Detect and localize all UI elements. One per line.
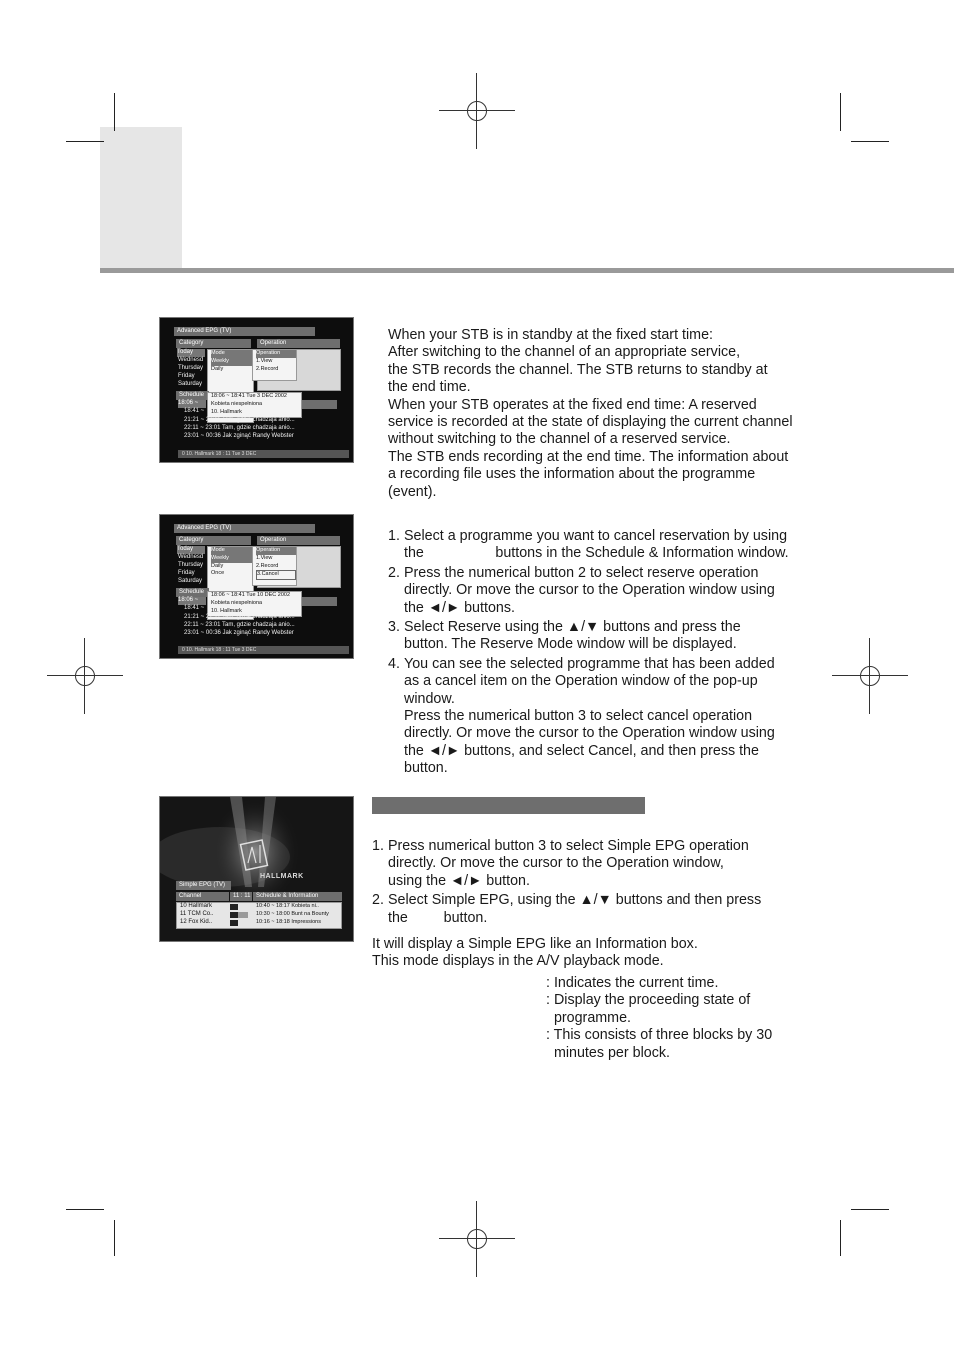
progress-block	[230, 920, 238, 926]
text-line: (event).	[388, 483, 437, 500]
step-item	[372, 838, 812, 890]
operation-header: Operation	[257, 536, 340, 545]
op-header: Operation	[256, 350, 296, 358]
op-option: 2.Record	[256, 365, 279, 372]
operation-popup	[252, 349, 297, 381]
programme-row: 22:11 ~ 23:01 Tam, gdzie chadzaja anio...	[184, 622, 295, 628]
event-row: 10:40 ~ 18:17 Kobieta ni..	[256, 903, 319, 909]
programme-row: 18:41 ~	[184, 408, 205, 414]
programme-row: 23:01 ~ 00:36 Jak zginąć Randy Webster	[184, 433, 294, 439]
day-item: Today	[177, 349, 205, 357]
info-popup	[207, 392, 302, 418]
text-line: the end time.	[388, 379, 471, 396]
section-heading-bar	[372, 797, 645, 814]
advanced-epg-screenshot-1	[159, 317, 354, 463]
day-item: Wednesd	[178, 357, 204, 363]
definitions-list	[546, 975, 806, 1062]
programme-row: 23:01 ~ 00:36 Jak zginąć Randy Webster	[184, 630, 294, 636]
logo-text: HALLMARK	[260, 873, 304, 880]
step-line: Press the numerical button 2 to select reserve operation	[404, 564, 759, 581]
step-item	[388, 656, 818, 778]
step-line: directly. Or move the cursor to the Operation window,	[388, 855, 724, 872]
crop-mark	[851, 141, 889, 142]
info-line: Kobieta niespełniona	[211, 400, 263, 407]
simple-epg-screenshot	[159, 796, 354, 942]
channel-row: 10 Hallmark	[180, 903, 213, 909]
category-header: Category	[176, 339, 251, 348]
operation-header: Operation	[257, 339, 340, 348]
step-line: Select Reserve using the ▲/▼ buttons and press the	[404, 619, 741, 636]
mode-option: Weekly	[211, 555, 253, 563]
definition-line: minutes per block.	[546, 1044, 670, 1061]
channel-header: Channel	[176, 892, 229, 901]
screen-title: Advanced EPG (TV)	[174, 327, 315, 336]
registration-mark	[47, 638, 123, 714]
event-row: 10:30 ~ 18:00 Bunt na Bounty	[256, 911, 329, 917]
info-line: 10. Hallmark	[211, 408, 242, 415]
mode-header: Mode	[211, 547, 253, 555]
text-line: without switching to the channel of a reserved service.	[388, 431, 731, 448]
step-line: directly. Or move the cursor to the Operation window using	[404, 582, 775, 599]
crop-mark	[851, 1209, 889, 1210]
step-item	[388, 619, 818, 654]
op-option: 1.View	[256, 554, 273, 561]
day-item: Today	[177, 546, 205, 554]
text-line: When your STB is in standby at the fixed start time:	[388, 327, 713, 343]
text-line: service is recorded at the state of displaying the current channel	[388, 414, 793, 431]
text-line: a recording file uses the information about the programme	[388, 466, 756, 483]
day-item: Thursday	[178, 365, 204, 371]
text-line: When your STB operates at the fixed end time: A reserved	[388, 396, 757, 413]
step-line: You can see the selected programme that has been added	[404, 655, 775, 672]
info-line: 18:06 ~ 18:41 Tue 3 DEC 2002	[211, 393, 287, 399]
step-line: button.	[404, 760, 448, 777]
mode-option: Once	[211, 570, 225, 577]
crop-mark	[66, 141, 104, 142]
step-line: button. The Reserve Mode window will be displayed.	[404, 636, 737, 653]
screen-title: Simple EPG (TV)	[176, 881, 231, 890]
step-item	[388, 528, 818, 563]
info-line: 18:06 ~ 18:41 Tue 10 DEC 2002	[211, 592, 291, 598]
programme-row: 18:41 ~	[184, 605, 205, 611]
op-option: 3.Cancel	[256, 570, 296, 580]
schedule-header: Schedule	[176, 588, 209, 597]
text-line: The STB ends recording at the end time. The information about	[388, 448, 789, 465]
channel-row: 12 Fox Kid..	[180, 919, 213, 925]
step-number: 3.	[388, 619, 400, 636]
progress-block	[230, 904, 238, 910]
definition-line: programme.	[546, 1009, 632, 1026]
step-line: the ◄/► buttons, and select Cancel, and then press the	[404, 742, 759, 759]
step-line: using the ◄/► button.	[388, 872, 530, 889]
day-item: Thursday	[178, 562, 204, 568]
event-row: 10:16 ~ 18:18 Impressions	[256, 919, 321, 925]
step-number: 1.	[372, 838, 384, 854]
text-line: It will display a Simple EPG like an Information box.	[372, 936, 698, 952]
crop-mark	[840, 1220, 841, 1256]
day-item: Saturday	[178, 578, 203, 584]
step-line: the buttons in the Schedule & Information window.	[404, 545, 789, 562]
step-line: as a cancel item on the Operation window of the pop-up	[404, 673, 758, 690]
programme-row: 18:06 ~	[178, 400, 206, 408]
step-line: window.	[404, 690, 455, 707]
programme-row: 18:06 ~	[178, 597, 206, 605]
text-line: the STB records the channel. The STB returns to standby at	[388, 361, 768, 378]
step-number: 2.	[388, 564, 400, 581]
time-header: 11 : 11	[230, 892, 252, 901]
day-item: Friday	[178, 373, 195, 379]
step-line: the ◄/► buttons.	[404, 599, 515, 616]
schedule-bar	[296, 597, 337, 606]
text-line: This mode displays in the A/V playback mode.	[372, 953, 664, 970]
info-line: 10. Hallmark	[211, 607, 242, 614]
operation-popup	[252, 546, 297, 586]
simple-epg-steps	[372, 838, 812, 927]
op-option: 2.Record	[256, 562, 279, 569]
step-line: the button.	[388, 909, 488, 926]
step-number: 4.	[388, 655, 400, 672]
step-item	[372, 892, 812, 927]
mode-option: Daily	[211, 562, 224, 569]
progress-block	[230, 912, 238, 918]
mode-option: Daily	[211, 365, 224, 372]
step-line: Select Simple EPG, using the ▲/▼ buttons and then press	[388, 892, 762, 909]
info-header: Schedule & Information	[253, 892, 342, 901]
crop-mark	[66, 1209, 104, 1210]
definition-line: : Display the proceeding state of	[546, 992, 751, 1009]
status-bar: 0 10. Hallmark 18 : 11 Tue 3 DEC	[178, 450, 349, 458]
programme-row: 21:21 ~ 22:11 Tam, gdzie chadzaja anio...	[184, 417, 295, 423]
definition-line: : This consists of three blocks by 30	[546, 1027, 773, 1044]
definition-line: : Indicates the current time.	[546, 975, 719, 991]
mode-header: Mode	[211, 350, 253, 358]
day-item: Wednesd	[178, 554, 204, 560]
simple-epg-intro	[372, 936, 812, 971]
day-item: Saturday	[178, 381, 203, 387]
registration-mark	[439, 1201, 515, 1277]
step-line: Press numerical button 3 to select Simple EPG operation	[388, 838, 749, 854]
screen-title: Advanced EPG (TV)	[174, 524, 315, 533]
day-item: Friday	[178, 570, 195, 576]
op-header: Operation	[256, 547, 296, 555]
step-number: 2.	[372, 892, 384, 909]
channel-row: 11 TCM Co..	[180, 911, 214, 917]
standby-recording-text	[388, 327, 818, 501]
step-line: Select a programme you want to cancel reservation by using	[404, 528, 788, 544]
crop-mark	[114, 93, 115, 131]
op-option: 1.View	[256, 357, 273, 364]
status-bar: 0 10. Hallmark 18 : 11 Tue 3 DEC	[178, 646, 349, 654]
mode-option: Weekly	[211, 358, 253, 366]
step-item	[388, 565, 818, 617]
registration-mark	[439, 73, 515, 149]
programme-row: 22:11 ~ 23:01 Tam, gdzie chadzaja anio...	[184, 425, 295, 431]
step-line: directly. Or move the cursor to the Operation window using	[404, 725, 775, 742]
registration-mark	[832, 638, 908, 714]
step-number: 1.	[388, 528, 400, 544]
step-line: Press the numerical button 3 to select cancel operation	[404, 708, 753, 725]
category-header: Category	[176, 536, 251, 545]
header-rule	[100, 268, 954, 273]
chapter-tab	[100, 127, 182, 268]
progress-block	[238, 912, 248, 918]
info-line: Kobieta niespełniona	[211, 599, 263, 606]
cancel-reservation-steps	[388, 528, 818, 778]
text-line: After switching to the channel of an appropriate service,	[388, 344, 741, 361]
programme-row: 21:21 ~ 22:11 Tam, gdzie chadzaja anio...	[184, 614, 295, 620]
advanced-epg-screenshot-2	[159, 514, 354, 659]
schedule-header: Schedule	[176, 391, 209, 400]
crop-mark	[840, 93, 841, 131]
schedule-bar	[296, 400, 337, 409]
crop-mark	[114, 1220, 115, 1256]
